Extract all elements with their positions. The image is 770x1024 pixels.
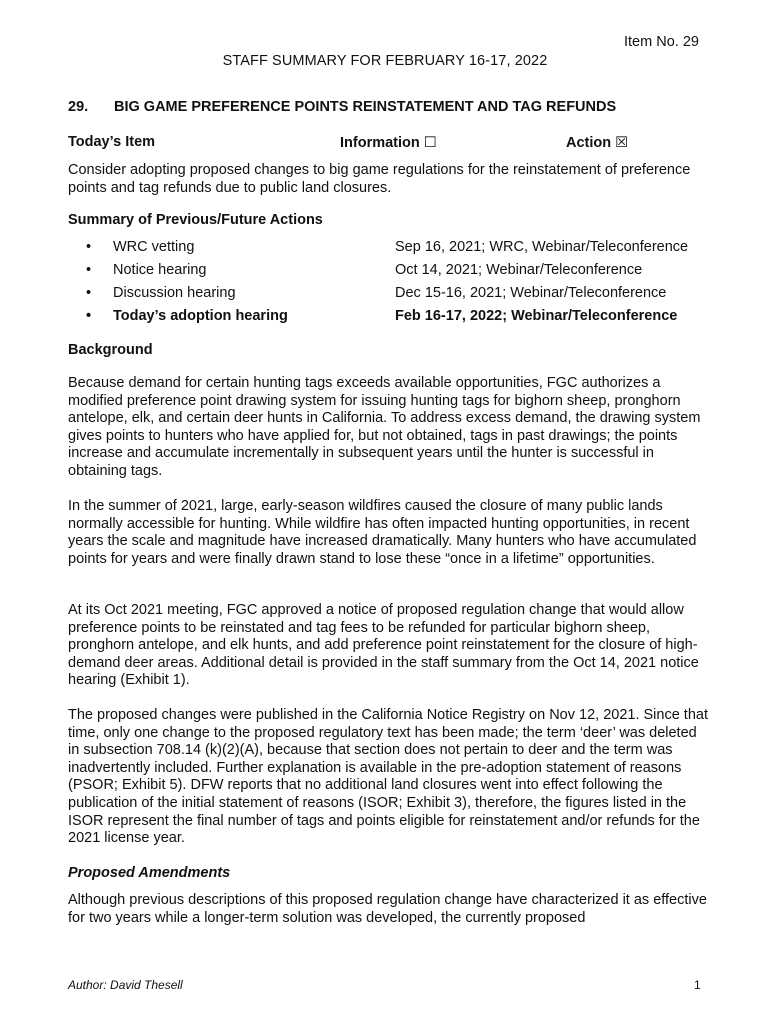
background-paragraph: At its Oct 2021 meeting, FGC approved a notice of proposed regulation change that would allow preference points to be reinstated and tag fees to be refunded for particular bighorn sheep, pronghorn antelope, and elk hunts, and add preference point reinstatement for the closure of high-demand deer areas. Additional detail is provided in the staff summary from the Oct 14, 2021 notice hearing (Exhibit 1). — [68, 602, 699, 689]
footer-author: Author: David Thesell — [68, 978, 183, 992]
action-date: Dec 15-16, 2021; Webinar/Teleconference — [395, 285, 667, 301]
action-label: Action — [566, 135, 612, 151]
action-label: Today’s adoption hearing — [113, 308, 288, 324]
action-label: Notice hearing — [113, 262, 207, 278]
information-checkbox: ☐ — [423, 135, 437, 151]
agenda-heading — [68, 99, 616, 115]
action-row-current — [86, 308, 716, 331]
action-date: Feb 16-17, 2022; Webinar/Teleconference — [395, 308, 678, 324]
action-row — [86, 285, 716, 308]
background-paragraph: The proposed changes were published in the California Notice Registry on Nov 12, 2021. Since that time, only one change to the proposed regulatory text has been made; the term ‘deer’ was deleted in subsection 708.14 (k)(2)(A), because that section does not pertain to deer and the term was inadvertently included. Further explanation is available in the pre-adoption statement of reasons (PSOR; Exhibit 5). DFW reports that no additional land closures went into effect following the publication of the initial statement of reasons (ISOR; Exhibit 3), therefore, the figures listed in the ISOR represent the final number of tags and points eligible for reinstatement and/or refunds for the 2021 license year. — [68, 707, 708, 847]
summary-heading: Summary of Previous/Future Actions — [68, 212, 323, 228]
amendments-heading: Proposed Amendments — [68, 865, 231, 881]
background-paragraph: In the summer of 2021, large, early-season wildfires caused the closure of many public lands normally accessible for hunting. While wildfire has often impacted hunting opportunities, in recent years the scale and magnitude have increased dramatically. Many hunters who have accumulated points for years and were finally drawn stand to lose these “once in a lifetime” opportunities. — [68, 498, 697, 567]
background-heading: Background — [68, 342, 153, 358]
action-label: Discussion hearing — [113, 285, 236, 301]
action-date: Sep 16, 2021; WRC, Webinar/Teleconference — [395, 239, 689, 255]
agenda-title: BIG GAME PREFERENCE POINTS REINSTATEMENT AND TAG REFUNDS — [114, 99, 617, 115]
bullet-icon: • — [86, 262, 92, 278]
action-option — [566, 135, 628, 151]
staff-summary-title: STAFF SUMMARY FOR FEBRUARY 16-17, 2022 — [222, 53, 548, 69]
page-number: 1 — [694, 978, 701, 992]
amendments-paragraph: Although previous descriptions of this proposed regulation change have characterized it as effective for two years while a longer-term solution was developed, the currently proposed — [68, 892, 707, 926]
intro-paragraph: Consider adopting proposed changes to big game regulations for the reinstatement of preference points and tag refunds due to public land closures. — [68, 162, 691, 196]
action-row — [86, 262, 716, 285]
todays-item-label: Today’s Item — [68, 134, 156, 150]
actions-list — [86, 239, 716, 331]
background-paragraph: Because demand for certain hunting tags exceeds available opportunities, FGC authorizes a modified preference point drawing system for issuing hunting tags for bighorn sheep, pronghorn antelope, elk, and certain deer hunts in California. To address excess demand, the drawing system gives points to hunters who have applied for, but not obtained, tags in past drawings; the points increase and accumulate incrementally in subsequent years until the hunter is successful in obtaining tags. — [68, 375, 701, 479]
agenda-number: 29. — [68, 99, 89, 115]
information-label: Information — [340, 135, 420, 151]
item-number: Item No. 29 — [624, 34, 699, 50]
bullet-icon: • — [86, 239, 92, 255]
bullet-icon: • — [86, 285, 92, 301]
action-label: WRC vetting — [113, 239, 195, 255]
action-date: Oct 14, 2021; Webinar/Teleconference — [395, 262, 643, 278]
action-row — [86, 239, 716, 262]
bullet-icon: • — [86, 308, 92, 324]
action-checkbox: ☒ — [615, 135, 629, 151]
information-option — [340, 135, 437, 151]
